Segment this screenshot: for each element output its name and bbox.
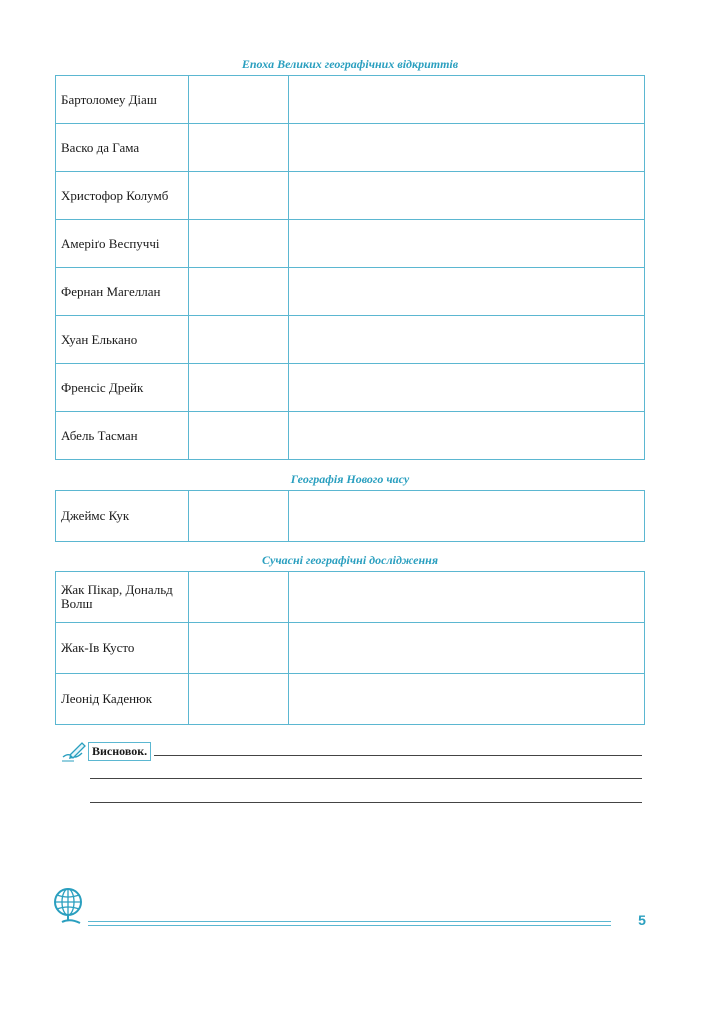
explorers-table-modern-times	[55, 490, 645, 542]
blank-cell[interactable]	[189, 491, 289, 542]
explorers-table-great-discoveries	[55, 75, 645, 460]
answer-line[interactable]	[90, 802, 642, 803]
conclusion-label: Висновок.	[88, 742, 151, 761]
explorers-table-contemporary-research	[55, 571, 645, 725]
footer-rule	[88, 925, 611, 926]
blank-cell[interactable]	[189, 674, 289, 725]
table-row	[56, 674, 645, 725]
answer-line[interactable]	[154, 755, 642, 756]
table-row	[56, 76, 645, 124]
table-row	[56, 623, 645, 674]
blank-cell[interactable]	[289, 623, 645, 674]
blank-cell[interactable]	[289, 124, 645, 172]
blank-cell[interactable]	[189, 316, 289, 364]
blank-cell[interactable]	[189, 124, 289, 172]
page-number: 5	[638, 912, 646, 928]
table-row	[56, 316, 645, 364]
section-title-contemporary-research: Сучасні географічні дослідження	[261, 553, 439, 567]
globe-icon	[52, 887, 88, 927]
section-title-modern-times: Географія Нового часу	[290, 472, 410, 486]
explorer-name: Жак-Ів Кусто	[56, 623, 189, 674]
blank-cell[interactable]	[289, 172, 645, 220]
section-title-great-discoveries: Епоха Великих географічних відкриттів	[241, 57, 459, 71]
table-row	[56, 268, 645, 316]
blank-cell[interactable]	[289, 268, 645, 316]
table-row	[56, 364, 645, 412]
blank-cell[interactable]	[289, 572, 645, 623]
blank-cell[interactable]	[189, 76, 289, 124]
explorer-name: Христофор Колумб	[56, 172, 189, 220]
explorer-name: Леонід Каденюк	[56, 674, 189, 725]
blank-cell[interactable]	[189, 412, 289, 460]
blank-cell[interactable]	[189, 572, 289, 623]
footer-rule	[88, 921, 611, 922]
explorer-name: Жак Пікар, Дональд Волш	[56, 572, 189, 623]
explorer-name: Амеріґо Веспуччі	[56, 220, 189, 268]
explorer-name: Фернан Магеллан	[56, 268, 189, 316]
blank-cell[interactable]	[289, 220, 645, 268]
answer-line[interactable]	[90, 778, 642, 779]
table-row	[56, 572, 645, 623]
table-row	[56, 412, 645, 460]
explorer-name: Френсіс Дрейк	[56, 364, 189, 412]
blank-cell[interactable]	[289, 364, 645, 412]
table-row	[56, 491, 645, 542]
blank-cell[interactable]	[189, 220, 289, 268]
table-row	[56, 124, 645, 172]
explorer-name: Васко да Гама	[56, 124, 189, 172]
blank-cell[interactable]	[189, 268, 289, 316]
blank-cell[interactable]	[289, 76, 645, 124]
pen-writing-icon	[60, 740, 86, 762]
table-row	[56, 172, 645, 220]
table-row	[56, 220, 645, 268]
blank-cell[interactable]	[289, 412, 645, 460]
explorer-name: Абель Тасман	[56, 412, 189, 460]
blank-cell[interactable]	[289, 316, 645, 364]
blank-cell[interactable]	[289, 674, 645, 725]
blank-cell[interactable]	[189, 172, 289, 220]
conclusion-block	[60, 740, 642, 810]
explorer-name: Джеймс Кук	[56, 491, 189, 542]
blank-cell[interactable]	[289, 491, 645, 542]
explorer-name: Хуан Елькано	[56, 316, 189, 364]
blank-cell[interactable]	[189, 364, 289, 412]
explorer-name: Бартоломеу Діаш	[56, 76, 189, 124]
blank-cell[interactable]	[189, 623, 289, 674]
